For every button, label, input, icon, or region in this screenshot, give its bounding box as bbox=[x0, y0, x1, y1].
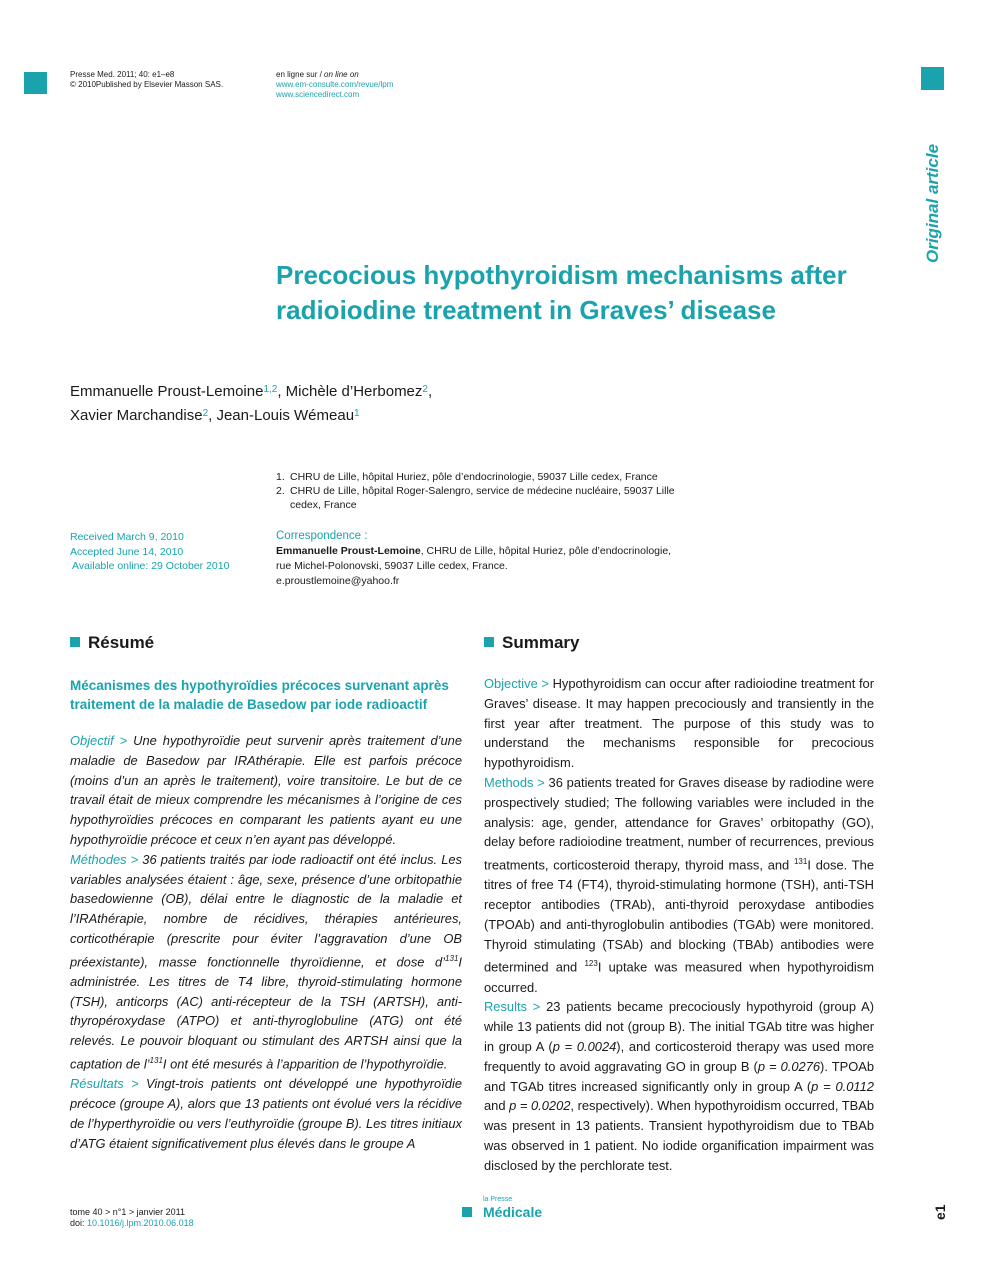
affiliations bbox=[276, 470, 706, 512]
logo-square-icon bbox=[462, 1207, 472, 1217]
section-tag-label: Original article bbox=[923, 143, 942, 263]
affiliation-item: 1. CHRU de Lille, hôpital Huriez, pôle d’endocrinologie, 59037 Lille cedex, France bbox=[276, 471, 658, 483]
author-affil: 1 bbox=[354, 408, 360, 419]
author-name: , Michèle d’Herbomez bbox=[277, 383, 423, 400]
bullet-square-icon bbox=[70, 637, 80, 647]
journal-header bbox=[70, 70, 223, 90]
correspondence-label: Correspondence : bbox=[276, 530, 368, 542]
online-label: en ligne sur / bbox=[276, 70, 325, 79]
author-name: Xavier Marchandise bbox=[70, 407, 203, 424]
page-number: e1 bbox=[932, 1204, 948, 1220]
resume-body: Objectif > Une hypothyroïdie peut survenir après traitement d’une maladie de Basedow par IRAthérapie. Elle est parfois précoce (moins d’un an après le traitement), voire transitoire. Le but de ce travail était de mieux comprendre les mécanismes à l’origine de ces hypothyroïdies précoces en comparant les patients ayant eu une hypothyroïdie précoce et ceux n’en ayant pas développé. Méthodes > 36 patients traités par iode radioactif ont été inclus. Les variables analysées étaient : âge, sexe, présence d’une orbitopathie basedowienne (OB), délai entre le diagnostic de la maladie et l’IRAthérapie, nombre de récidives, thérapies antérieures, corticothérapie (prescrite pour éviter l’aggravation d’une OB préexistante), masse fonctionnelle thyroïdienne, et dose d’$^{131}$I administrée. Les titres de T4 libre, thyroid-stimulating hormone (TSH), anticorps (AC) anti-récepteur de la TSH (ARTSH), anti-thyropéroxydase (ATPO) et anti-thyroglobuline (ATG) ont été relevés. Le pouvoir bloquant ou stimulant des ARTSH ainsi que la captation de l’$^{131}$I ont été mesurés à l’apparition de l’hypothyroïdie. Résultats > Vingt-trois patients ont développé une hypothyroïdie précoce (groupe A), alors que 13 patients ont évolué vers la récidive de l’hyperthyroïdie ou vers l’euthyroïdie (groupe B). Les titres initiaux d’ATG étaient significativement plus élevés dans le groupe A bbox=[70, 733, 463, 1151]
section-tag bbox=[923, 118, 945, 268]
correspondence: Correspondence : Emmanuelle Proust-Lemoine, CHRU de Lille, hôpital Huriez, pôle d’endocrinologie, rue Michel-Polonovski, 59037 Lille cedex, France. e.proustlemoine@yahoo.fr bbox=[276, 529, 696, 589]
author-affil: 2 bbox=[202, 408, 209, 419]
author-sep: , bbox=[427, 383, 433, 400]
bullet-square-icon bbox=[484, 637, 494, 647]
summary-heading: Summary bbox=[484, 633, 579, 653]
section-mark-square bbox=[921, 67, 944, 90]
footer-issue: tome 40 > n°1 > janvier 2011 doi: 10.1016/j.lpm.2010.06.018 bbox=[70, 1207, 194, 1228]
online-date: Available online: 29 October 2010 bbox=[72, 560, 230, 572]
doi-link[interactable]: 10.1016/j.lpm.2010.06.018 bbox=[87, 1218, 194, 1228]
resume-subtitle: Mécanismes des hypothyroïdies précoces survenant après traitement de la maladie de Basedow par iode radioactif bbox=[70, 678, 449, 712]
copyright: © 2010Published by Elsevier Masson SAS. bbox=[70, 80, 224, 89]
article-title: Precocious hypothyroidism mechanisms after radioiodine treatment in Graves’ disease bbox=[276, 260, 847, 325]
online-links bbox=[276, 70, 393, 100]
em-consulte-link[interactable]: www.em-consulte.com/revue/lpm bbox=[276, 80, 394, 89]
author-name: Emmanuelle Proust-Lemoine bbox=[70, 383, 264, 400]
author-name: , Jean-Louis Wémeau bbox=[208, 407, 355, 424]
article-dates bbox=[70, 530, 270, 574]
correspondence-email[interactable]: e.proustlemoine@yahoo.fr bbox=[276, 575, 400, 587]
summary-body: Objective > Hypothyroidism can occur after radioiodine treatment for Graves’ disease. It may happen precociously and transiently in the first year after treatment. The purpose of this study was to understand the mechanisms responsible for precocious hypothyroidism. Methods > 36 patients treated for Graves disease by radiodine were prospectively studied; The following variables were included in the analysis: age, gender, attendance for Graves’ orbitopathy (GO), delay before radioiodine treatment, number of recurrences, previous treatments, corticosteroid therapy, thyroid mass, and $^{131}$I dose. The titres of free T4 (FT4), thyroid-stimulating hormone (TSH), anti-TSH receptor antibodies (TRAb), anti-thyroid peroxydase antibodies (TPOAb) and anti-thyroglobulin antibodies (TGAb) were monitored. Thyroid stimulating (TSAb) and blocking (TBAb) antibodies were determined and $^{123}$I uptake was measured when hypothyroidism occurred. Results > 23 patients became precociously hypothyroid (group A) while 13 patients did not (group B). The initial TGAb titre was higher in group A (p = 0.0024), and corticosteroid therapy was used more frequently to avoid aggravating GO in group B (p = 0.0276). TPOAb and TGAb titres increased significantly only in group A (p = 0.0112 and p = 0.0202, respectively). When hypothyroidism occurred, TBAb was present in 13 patients. Transient hypothyroidism due to TBAb was observed in 1 patient. No iodide organification impairment was disclosed by the perchlorate test. bbox=[484, 676, 874, 1173]
author-affil: 2 bbox=[422, 384, 428, 395]
journal-mark-square bbox=[24, 72, 47, 94]
sciencedirect-link[interactable]: www.sciencedirect.com bbox=[276, 90, 360, 99]
journal-ref: Presse Med. 2011; 40: e1–e8 bbox=[70, 70, 175, 79]
online-label-en: on line on bbox=[324, 70, 359, 79]
correspondence-name: Emmanuelle Proust-Lemoine bbox=[276, 545, 421, 557]
affiliation-item: 2. CHRU de Lille, hôpital Roger-Salengro, service de médecine nucléaire, 59037 Lille cedex, France bbox=[276, 485, 675, 511]
received-date: Received March 9, 2010 bbox=[70, 531, 184, 543]
author-list bbox=[70, 380, 630, 428]
accepted-date: Accepted June 14, 2010 bbox=[70, 545, 184, 558]
journal-logo: la Presse Médicale bbox=[462, 1196, 542, 1222]
resume-heading: Résumé bbox=[70, 633, 154, 653]
author-affil: 1,2 bbox=[263, 384, 278, 395]
